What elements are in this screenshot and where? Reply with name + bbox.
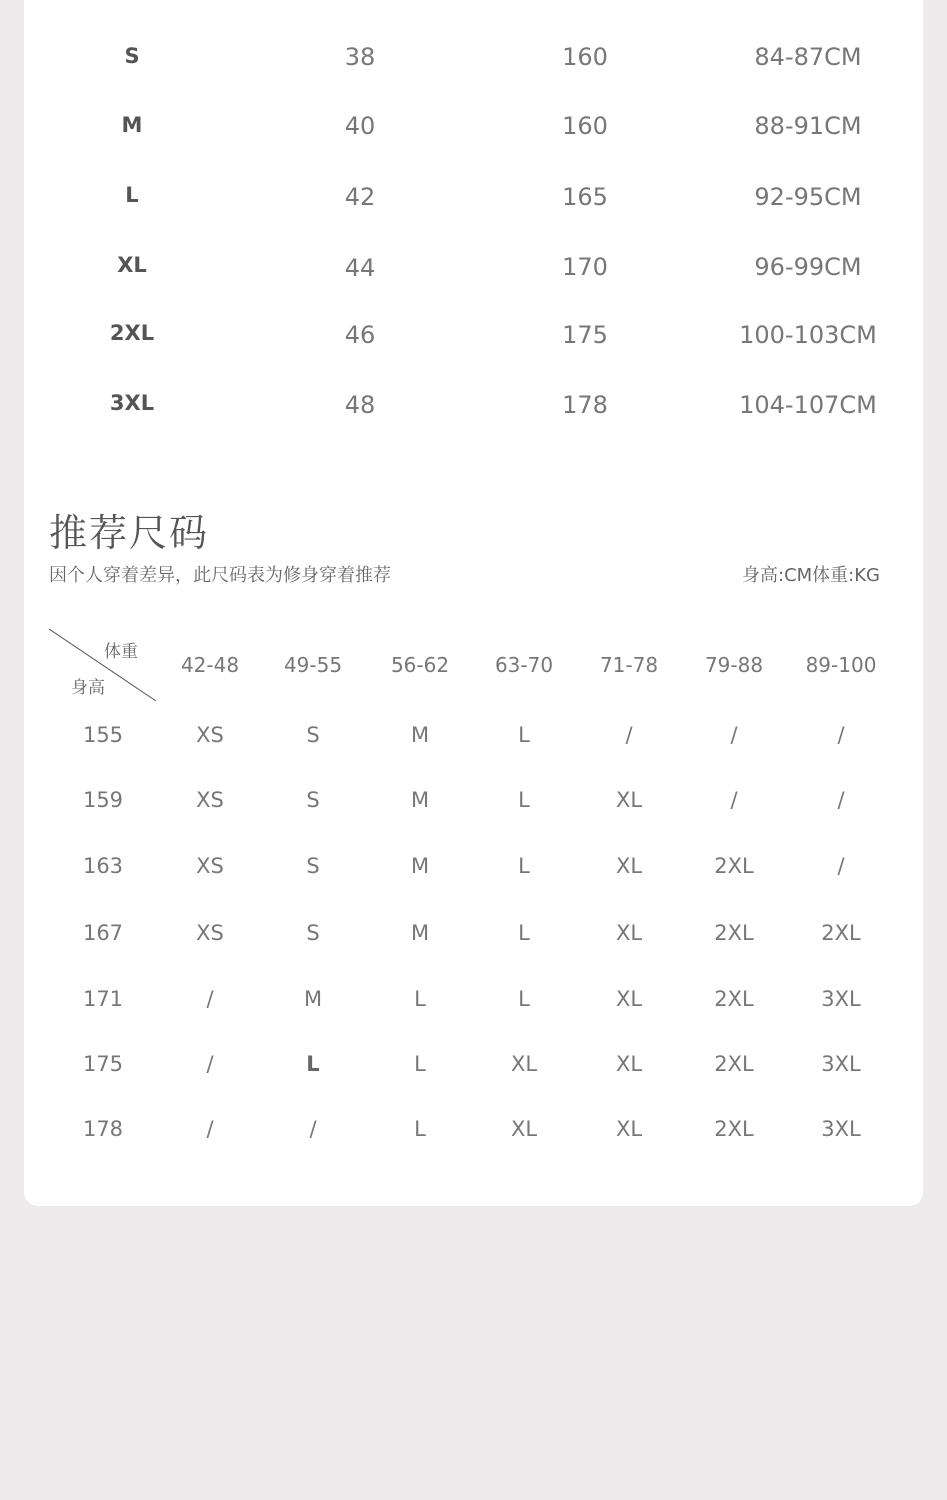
- size-recommendation-cell: XL: [615, 987, 643, 1011]
- size-recommendation-cell: /: [206, 1052, 214, 1076]
- size-recommendation-cell: XL: [615, 788, 643, 812]
- size-cell: XL: [117, 253, 147, 277]
- size-recommendation-cell: /: [837, 788, 845, 812]
- eu-size-cell: 44: [344, 254, 376, 282]
- bust-cell: 92-95CM: [754, 183, 862, 211]
- size-recommendation-cell: XL: [615, 1052, 643, 1076]
- size-recommendation-cell: 2XL: [714, 854, 754, 878]
- size-recommendation-cell: /: [309, 1117, 317, 1141]
- size-recommendation-cell: L: [518, 987, 530, 1011]
- bust-cell: 88-91CM: [754, 112, 862, 140]
- height-cell: 160: [562, 43, 608, 71]
- size-recommendation-cell: /: [837, 723, 845, 747]
- weight-header: 63-70: [494, 653, 554, 677]
- eu-size-cell: 48: [344, 391, 376, 419]
- size-recommendation-cell: S: [306, 921, 320, 945]
- size-recommendation-cell: L: [414, 987, 426, 1011]
- height-cell: 171: [82, 987, 124, 1011]
- weight-header: 56-62: [390, 653, 450, 677]
- weight-header: 49-55: [283, 653, 343, 677]
- bust-cell: 104-107CM: [739, 391, 877, 419]
- size-recommendation-cell: 3XL: [821, 1117, 861, 1141]
- size-cell: L: [125, 183, 139, 207]
- size-recommendation-cell: /: [837, 854, 845, 878]
- size-recommendation-cell: M: [303, 987, 323, 1011]
- size-recommendation-cell: M: [410, 854, 430, 878]
- size-recommendation-cell: S: [306, 788, 320, 812]
- bust-cell: 100-103CM: [739, 321, 877, 349]
- size-recommendation-cell: L: [518, 921, 530, 945]
- size-recommendation-cell: 3XL: [821, 1052, 861, 1076]
- size-recommendation-cell: /: [625, 723, 633, 747]
- size-recommendation-cell: XL: [615, 921, 643, 945]
- size-cell: 2XL: [109, 321, 155, 345]
- size-recommendation-cell: XL: [510, 1117, 538, 1141]
- size-recommendation-cell: M: [410, 788, 430, 812]
- size-recommendation-cell: XL: [615, 1117, 643, 1141]
- size-recommendation-cell: L: [518, 788, 530, 812]
- size-recommendation-cell: 2XL: [821, 921, 861, 945]
- size-recommendation-cell: XL: [615, 854, 643, 878]
- size-cell: S: [124, 44, 140, 68]
- size-recommendation-cell: XL: [510, 1052, 538, 1076]
- bust-cell: 84-87CM: [754, 43, 862, 71]
- height-cell: 155: [82, 723, 124, 747]
- height-cell: 159: [82, 788, 124, 812]
- height-cell: 175: [562, 321, 608, 349]
- height-cell: 175: [82, 1052, 124, 1076]
- weight-header: 71-78: [599, 653, 659, 677]
- size-recommendation-cell: 2XL: [714, 921, 754, 945]
- corner-header: [49, 629, 157, 702]
- fit-note: 因个人穿着差异，此尺码表为修身穿着推荐: [49, 565, 391, 586]
- size-cell: M: [121, 113, 143, 137]
- size-recommendation-cell: XS: [196, 854, 224, 878]
- size-recommendation-cell: XS: [196, 723, 224, 747]
- height-cell: 170: [562, 253, 608, 281]
- weight-header: 89-100: [805, 653, 877, 677]
- size-recommendation-cell: M: [410, 723, 430, 747]
- eu-size-cell: 38: [344, 43, 376, 71]
- height-cell: 178: [562, 391, 608, 419]
- height-cell: 165: [562, 183, 608, 211]
- size-recommendation-cell: 2XL: [714, 1117, 754, 1141]
- size-recommendation-cell: L: [414, 1117, 426, 1141]
- eu-size-cell: 42: [344, 183, 376, 211]
- size-recommendation-cell: S: [306, 723, 320, 747]
- size-recommendation-cell: L: [306, 1052, 320, 1076]
- weight-axis-label: 体重: [104, 642, 138, 662]
- size-recommendation-cell: 3XL: [821, 987, 861, 1011]
- section-title: 推荐尺码: [49, 511, 210, 555]
- weight-header: 79-88: [704, 653, 764, 677]
- size-recommendation-cell: XS: [196, 921, 224, 945]
- size-recommendation-cell: M: [410, 921, 430, 945]
- size-recommendation-cell: /: [206, 1117, 214, 1141]
- size-recommendation-cell: 2XL: [714, 987, 754, 1011]
- height-cell: 160: [562, 112, 608, 140]
- size-recommendation-cell: /: [730, 788, 738, 812]
- height-cell: 163: [82, 854, 124, 878]
- height-cell: 178: [82, 1117, 124, 1141]
- size-recommendation-cell: 2XL: [714, 1052, 754, 1076]
- size-recommendation-cell: XS: [196, 788, 224, 812]
- height-axis-label: 身高: [71, 678, 105, 698]
- eu-size-cell: 46: [344, 321, 376, 349]
- size-recommendation-cell: L: [518, 723, 530, 747]
- height-cell: 167: [82, 921, 124, 945]
- size-recommendation-cell: /: [730, 723, 738, 747]
- size-recommendation-cell: S: [306, 854, 320, 878]
- units-label: 身高:CM体重:KG: [742, 565, 880, 586]
- weight-header: 42-48: [180, 653, 240, 677]
- size-cell: 3XL: [109, 391, 155, 415]
- eu-size-cell: 40: [344, 112, 376, 140]
- bust-cell: 96-99CM: [754, 253, 862, 281]
- size-recommendation-cell: /: [206, 987, 214, 1011]
- size-recommendation-cell: L: [518, 854, 530, 878]
- size-chart-card: [24, 0, 923, 1206]
- size-recommendation-cell: L: [414, 1052, 426, 1076]
